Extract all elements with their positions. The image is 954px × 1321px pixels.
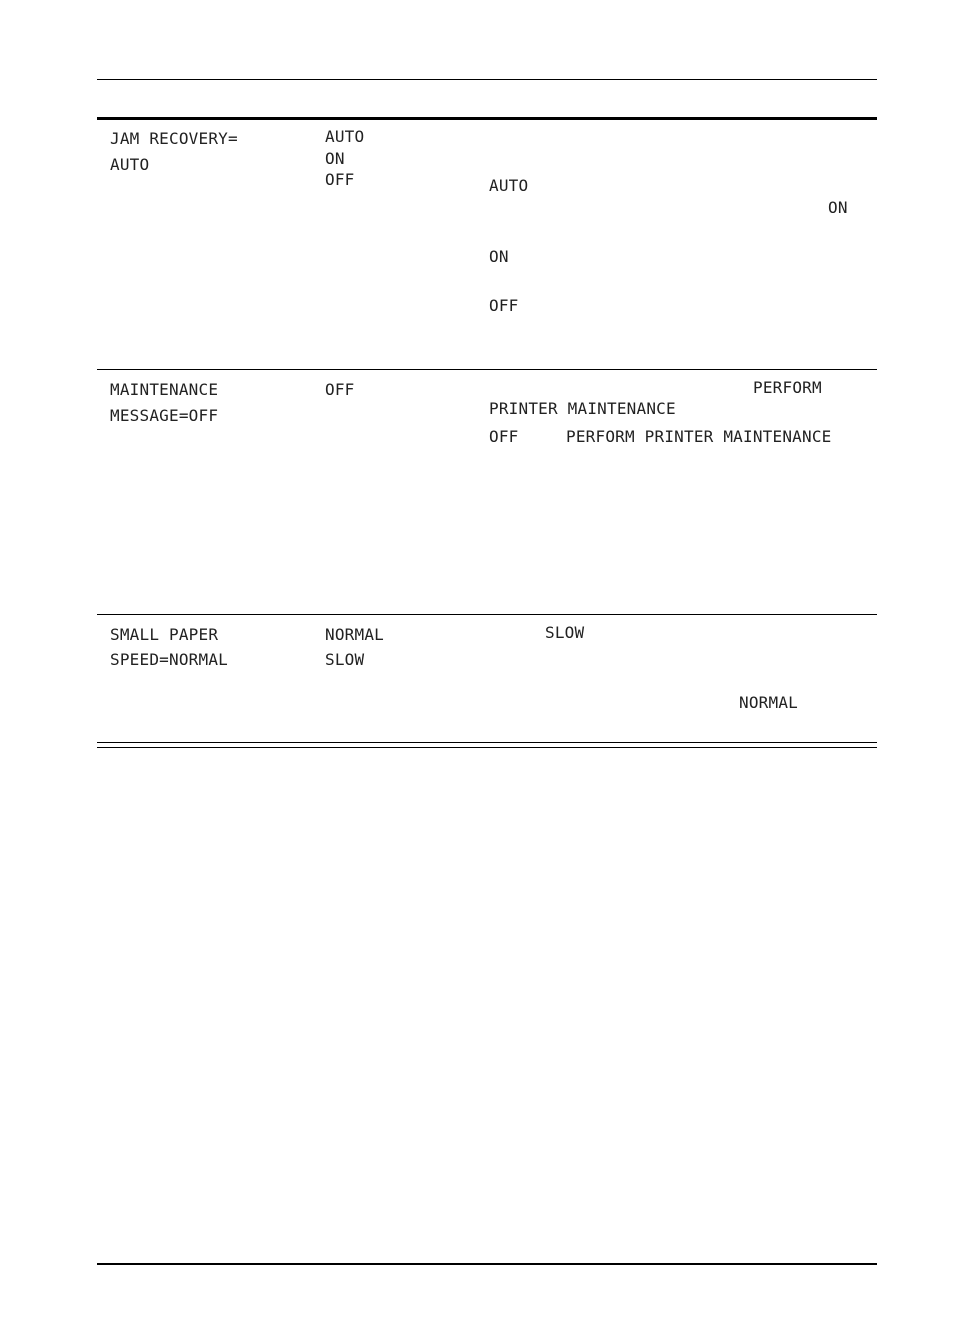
item-name-line-2: AUTO <box>110 155 150 174</box>
description-term: OFF <box>489 296 519 315</box>
description-term: OFF <box>489 427 519 446</box>
description-term: PRINTER MAINTENANCE <box>489 399 676 418</box>
description-term: AUTO <box>489 176 529 195</box>
description-term: ON <box>828 198 848 217</box>
table-bottom-rule-2 <box>97 747 877 748</box>
item-name-line-2: MESSAGE=OFF <box>110 406 219 425</box>
description-term: SLOW <box>545 623 585 642</box>
description-term: ON <box>489 247 509 266</box>
header-rule <box>97 79 877 80</box>
description-term: NORMAL <box>739 693 798 712</box>
row-divider-2 <box>97 614 877 615</box>
description-term: PERFORM PRINTER MAINTENANCE <box>566 427 832 446</box>
description-term: PERFORM <box>753 378 822 397</box>
value-option: NORMAL <box>325 625 384 644</box>
item-name-line-1: SMALL PAPER <box>110 625 219 644</box>
item-name-line-2: SPEED=NORMAL <box>110 650 228 669</box>
table-top-rule <box>97 117 877 120</box>
value-option: SLOW <box>325 650 365 669</box>
item-name-line-1: MAINTENANCE <box>110 380 219 399</box>
row-divider-1 <box>97 369 877 370</box>
value-option: ON <box>325 149 345 168</box>
item-name-line-1: JAM RECOVERY= <box>110 129 238 148</box>
table-bottom-rule-1 <box>97 742 877 743</box>
value-option: OFF <box>325 170 355 189</box>
value-option: OFF <box>325 380 355 399</box>
value-option: AUTO <box>325 127 365 146</box>
footer-rule <box>97 1263 877 1265</box>
